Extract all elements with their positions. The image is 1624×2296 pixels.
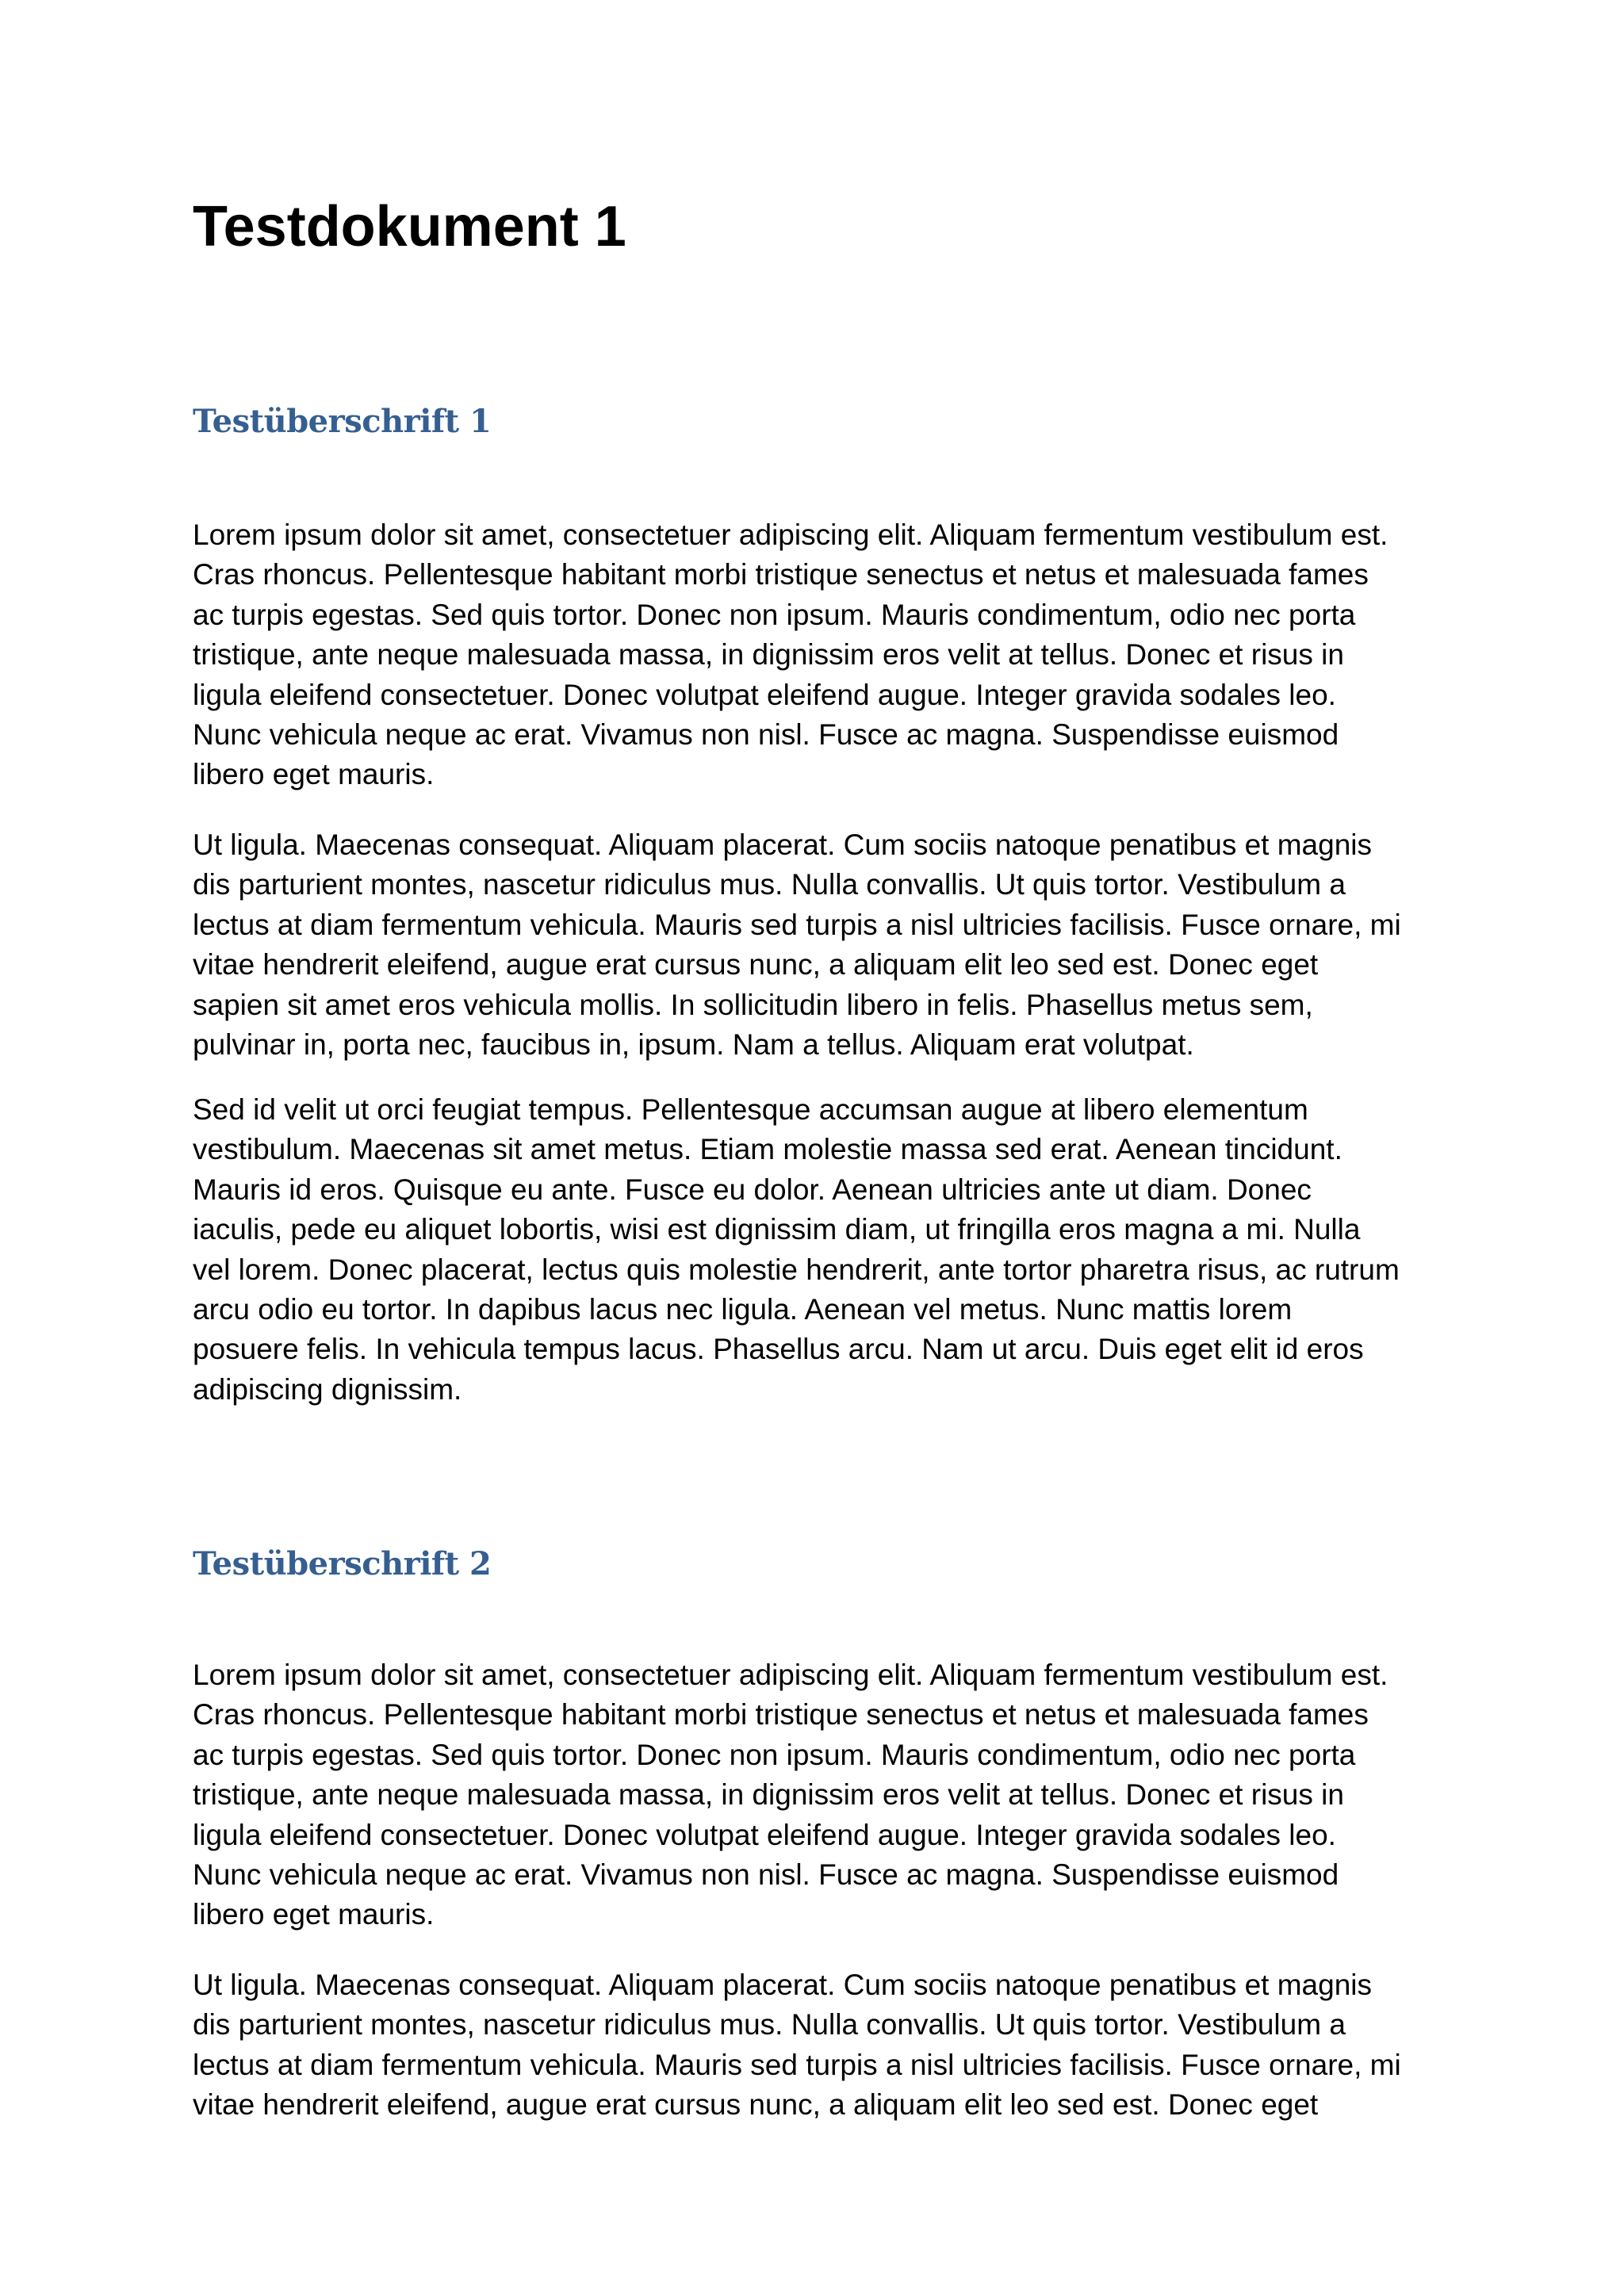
- text-line: Ut ligula. Maecenas consequat. Aliquam placerat. Cum sociis natoque penatibus et magnis: [193, 828, 1373, 861]
- text-line: dis parturient montes, nascetur ridiculus mus. Nulla convallis. Ut quis tortor. Vestibulum a: [193, 2008, 1346, 2042]
- text-line: lectus at diam fermentum vehicula. Mauris sed turpis a nisl ultricies facilisis. Fusce ornare, mi: [193, 908, 1401, 941]
- text-line: vel lorem. Donec placerat, lectus quis molestie hendrerit, ante tortor pharetra risus, ac rutrum: [193, 1253, 1400, 1286]
- text-line: Cras rhoncus. Pellentesque habitant morbi tristique senectus et netus et malesuada fames: [193, 1698, 1369, 1732]
- text-line: Ut ligula. Maecenas consequat. Aliquam placerat. Cum sociis natoque penatibus et magnis: [193, 1969, 1373, 2001]
- text-line: Mauris id eros. Quisque eu ante. Fusce eu dolor. Aenean ultricies ante ut diam. Donec: [193, 1173, 1312, 1206]
- paragraph: [193, 1965, 1461, 2126]
- paragraph: [193, 1655, 1461, 1935]
- paragraph: [193, 825, 1461, 1065]
- text-line: adipiscing dignissim.: [193, 1372, 462, 1406]
- document-title: Testdokument 1: [193, 195, 626, 258]
- text-line: Nunc vehicula neque ac erat. Vivamus non nisl. Fusce ac magna. Suspendisse euismod: [193, 718, 1339, 751]
- paragraph: [193, 1090, 1461, 1410]
- text-line: ac turpis egestas. Sed quis tortor. Donec non ipsum. Mauris condimentum, odio nec porta: [193, 598, 1356, 631]
- text-line: pulvinar in, porta nec, faucibus in, ipsum. Nam a tellus. Aliquam erat volutpat.: [193, 1027, 1194, 1061]
- text-line: lectus at diam fermentum vehicula. Mauris sed turpis a nisl ultricies facilisis. Fusce ornare, mi: [193, 2048, 1401, 2081]
- text-line: iaculis, pede eu aliquet lobortis, wisi est dignissim diam, ut fringilla eros magna a mi. Nulla: [193, 1213, 1361, 1246]
- text-line: ligula eleifend consectetuer. Donec volutpat eleifend augue. Integer gravida sodales leo.: [193, 678, 1336, 711]
- text-line: Nunc vehicula neque ac erat. Vivamus non nisl. Fusce ac magna. Suspendisse euismod: [193, 1858, 1339, 1891]
- paragraph: [193, 515, 1461, 795]
- section-heading: Testüberschrift 2: [193, 1545, 492, 1582]
- text-line: libero eget mauris.: [193, 758, 435, 791]
- text-line: sapien sit amet eros vehicula mollis. In sollicitudin libero in felis. Phasellus metus sem,: [193, 988, 1313, 1021]
- text-line: vitae hendrerit eleifend, augue erat cursus nunc, a aliquam elit leo sed est. Donec eget: [193, 948, 1319, 982]
- text-line: vestibulum. Maecenas sit amet metus. Etiam molestie massa sed erat. Aenean tincidunt.: [193, 1133, 1342, 1166]
- text-line: arcu odio eu tortor. In dapibus lacus nec ligula. Aenean vel metus. Nunc mattis lorem: [193, 1292, 1293, 1326]
- text-line: dis parturient montes, nascetur ridiculus mus. Nulla convallis. Ut quis tortor. Vestibulum a: [193, 868, 1346, 901]
- text-line: Sed id velit ut orci feugiat tempus. Pellentesque accumsan augue at libero elementum: [193, 1093, 1308, 1126]
- text-line: Lorem ipsum dolor sit amet, consectetuer adipiscing elit. Aliquam fermentum vestibulum est.: [193, 1659, 1388, 1691]
- text-line: tristique, ante neque malesuada massa, in dignissim eros velit at tellus. Donec et risus in: [193, 1778, 1344, 1812]
- text-line: tristique, ante neque malesuada massa, in dignissim eros velit at tellus. Donec et risus in: [193, 638, 1344, 672]
- text-line: ac turpis egestas. Sed quis tortor. Donec non ipsum. Mauris condimentum, odio nec porta: [193, 1738, 1356, 1771]
- text-line: Cras rhoncus. Pellentesque habitant morbi tristique senectus et netus et malesuada fames: [193, 558, 1369, 591]
- text-line: ligula eleifend consectetuer. Donec volutpat eleifend augue. Integer gravida sodales leo.: [193, 1818, 1336, 1851]
- text-line: Lorem ipsum dolor sit amet, consectetuer adipiscing elit. Aliquam fermentum vestibulum est.: [193, 519, 1388, 551]
- text-line: libero eget mauris.: [193, 1898, 435, 1931]
- section-heading: Testüberschrift 1: [193, 403, 492, 440]
- text-line: vitae hendrerit eleifend, augue erat cursus nunc, a aliquam elit leo sed est. Donec eget: [193, 2088, 1319, 2122]
- text-line: posuere felis. In vehicula tempus lacus. Phasellus arcu. Nam ut arcu. Duis eget elit id eros: [193, 1333, 1364, 1366]
